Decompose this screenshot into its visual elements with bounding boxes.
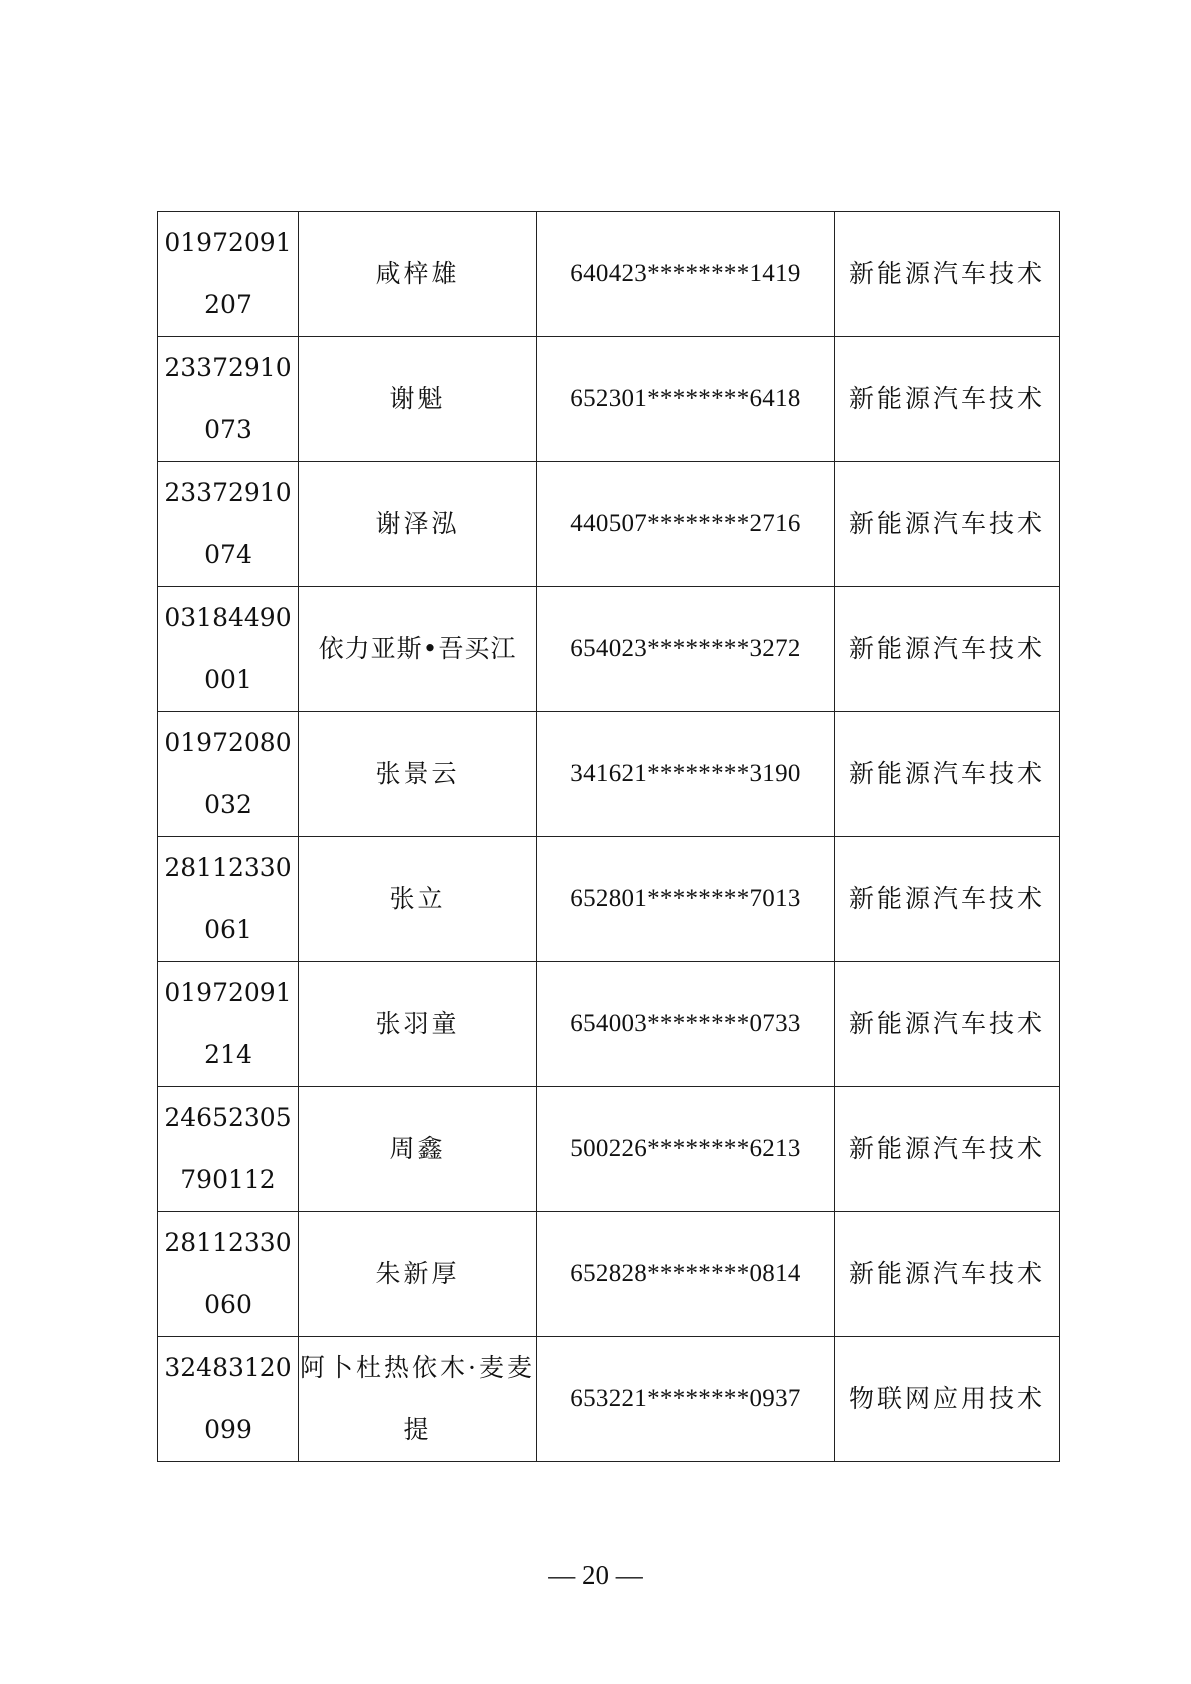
table-row: [158, 1337, 1060, 1462]
student-id-line-2: 790112: [180, 1165, 276, 1194]
student-name-cell: 张景云: [299, 712, 537, 837]
id-card-cell: 652301********6418: [537, 337, 835, 462]
id-card-cell: 654023********3272: [537, 587, 835, 712]
student-id-cell: [158, 462, 299, 587]
id-card-cell: 653221********0937: [537, 1337, 835, 1462]
student-name-cell: 咸梓雄: [299, 212, 537, 337]
student-id-line-1: 28112330: [164, 1228, 292, 1257]
id-card-cell: 640423********1419: [537, 212, 835, 337]
student-id-line-1: 24652305: [164, 1103, 292, 1132]
id-card-cell: 652801********7013: [537, 837, 835, 962]
student-id-line-1: 23372910: [164, 353, 292, 382]
page-number: — 20 —: [548, 1560, 643, 1590]
student-id-cell: [158, 837, 299, 962]
student-name-cell: 依力亚斯•吾买江: [299, 587, 537, 712]
student-name-cell: 周鑫: [299, 1087, 537, 1212]
student-id-line-2: 207: [204, 290, 252, 319]
student-name-cell: 张羽童: [299, 962, 537, 1087]
major-cell: 新能源汽车技术: [835, 1212, 1060, 1337]
student-id-line-1: 03184490: [164, 603, 292, 632]
table-row: [158, 587, 1060, 712]
major-cell: 新能源汽车技术: [835, 462, 1060, 587]
student-id-line-1: 01972091: [164, 228, 292, 257]
student-name-cell: 谢魁: [299, 337, 537, 462]
table-row: [158, 837, 1060, 962]
id-card-cell: 652828********0814: [537, 1212, 835, 1337]
student-id-line-2: 061: [204, 915, 252, 944]
student-id-line-2: 074: [204, 540, 252, 569]
table-row: [158, 462, 1060, 587]
student-id-cell: [158, 1212, 299, 1337]
table-row: [158, 962, 1060, 1087]
student-id-line-2: 099: [204, 1415, 252, 1444]
major-cell: 新能源汽车技术: [835, 837, 1060, 962]
student-id-line-1: 01972080: [164, 728, 292, 757]
id-card-cell: 341621********3190: [537, 712, 835, 837]
student-name-cell: 阿卜杜热依木·麦麦提: [299, 1337, 537, 1462]
major-cell: 新能源汽车技术: [835, 212, 1060, 337]
student-id-cell: [158, 587, 299, 712]
student-id-cell: [158, 1337, 299, 1462]
student-id-line-2: 001: [204, 665, 252, 694]
student-roster-table: [157, 211, 1060, 1462]
table-row: [158, 212, 1060, 337]
id-card-cell: 500226********6213: [537, 1087, 835, 1212]
student-id-cell: [158, 712, 299, 837]
student-id-line-1: 01972091: [164, 978, 292, 1007]
major-cell: 新能源汽车技术: [835, 712, 1060, 837]
id-card-cell: 440507********2716: [537, 462, 835, 587]
student-id-cell: [158, 212, 299, 337]
student-id-line-1: 28112330: [164, 853, 292, 882]
major-cell: 新能源汽车技术: [835, 1087, 1060, 1212]
table-row: [158, 337, 1060, 462]
student-id-line-1: 32483120: [164, 1353, 292, 1382]
student-id-line-2: 073: [204, 415, 252, 444]
student-name-cell: 张立: [299, 837, 537, 962]
student-name-cell: 朱新厚: [299, 1212, 537, 1337]
table-row: [158, 1212, 1060, 1337]
student-name-cell: 谢泽泓: [299, 462, 537, 587]
student-id-line-2: 060: [204, 1290, 252, 1319]
student-id-cell: [158, 337, 299, 462]
table-row: [158, 1087, 1060, 1212]
major-cell: 物联网应用技术: [835, 1337, 1060, 1462]
student-id-cell: [158, 962, 299, 1087]
major-cell: 新能源汽车技术: [835, 587, 1060, 712]
id-card-cell: 654003********0733: [537, 962, 835, 1087]
major-cell: 新能源汽车技术: [835, 962, 1060, 1087]
student-id-line-2: 214: [204, 1040, 252, 1069]
major-cell: 新能源汽车技术: [835, 337, 1060, 462]
table-row: [158, 712, 1060, 837]
student-id-line-2: 032: [204, 790, 252, 819]
student-id-line-1: 23372910: [164, 478, 292, 507]
student-id-cell: [158, 1087, 299, 1212]
